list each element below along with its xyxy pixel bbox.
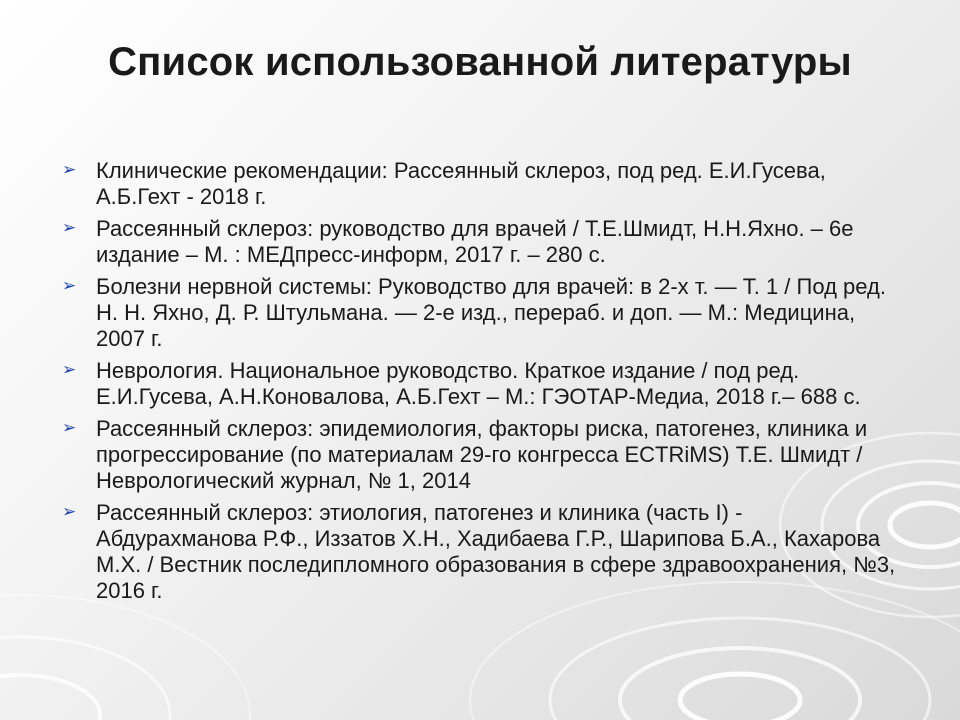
reference-text: Неврология. Национальное руководство. Краткое издание / под ред. Е.И.Гусева, А.Н.Коновалова, А.Б.Гехт – М.: ГЭОТАР-Медиа, 2018 г.– 688 с. <box>96 358 861 409</box>
reference-item <box>58 358 908 410</box>
ripple-ring <box>0 595 250 720</box>
reference-item <box>58 416 908 494</box>
arrow-bullet-icon: ➢ <box>62 160 77 180</box>
reference-item <box>58 158 908 210</box>
arrow-bullet-icon: ➢ <box>62 502 77 522</box>
reference-item <box>58 500 908 604</box>
ripple-ring <box>0 637 170 720</box>
arrow-bullet-icon: ➢ <box>62 276 77 296</box>
reference-text: Рассеянный склероз: руководство для врачей / Т.Е.Шмидт, Н.Н.Яхно. – 6е издание – М. : МЕДпресс-информ, 2017 г. – 280 с. <box>96 216 854 267</box>
reference-list <box>58 158 908 610</box>
reference-text: Рассеянный склероз: эпидемиология, факторы риска, патогенез, клиника и прогрессирование (по материалам 29-го конгресса ECTRiMS) Т.Е. Шмидт / Неврологический журнал, № 1, 2014 <box>96 416 868 493</box>
arrow-bullet-icon: ➢ <box>62 418 77 438</box>
reference-text: Клинические рекомендации: Рассеянный склероз, под ред. Е.И.Гусева, А.Б.Гехт - 2018 г. <box>96 158 826 209</box>
ripple-ring <box>0 675 100 720</box>
slide-title: Список использованной литературы <box>108 40 852 84</box>
reference-text: Рассеянный склероз: этиология, патогенез и клиника (часть I) - Абдурахманова Р.Ф., Иззатов Х.Н., Хадибаева Г.Р., Шарипова Б.А., Кахарова М.Х. / Вестник последипломного образования в сфере здравоохранения, №3, 2016 г. <box>96 500 896 603</box>
ripple-ring <box>550 618 930 720</box>
reference-item <box>58 216 908 268</box>
arrow-bullet-icon: ➢ <box>62 218 77 238</box>
ripple-ring <box>620 648 860 720</box>
reference-item <box>58 274 908 352</box>
reference-text: Болезни нервной системы: Руководство для врачей: в 2-х т. — Т. 1 / Под ред. Н. Н. Яхно, Д. Р. Штульмана. — 2-е изд., перераб. и доп. — М.: Медицина, 2007 г. <box>96 274 886 351</box>
arrow-bullet-icon: ➢ <box>62 360 77 380</box>
ripple-ring <box>680 674 800 720</box>
